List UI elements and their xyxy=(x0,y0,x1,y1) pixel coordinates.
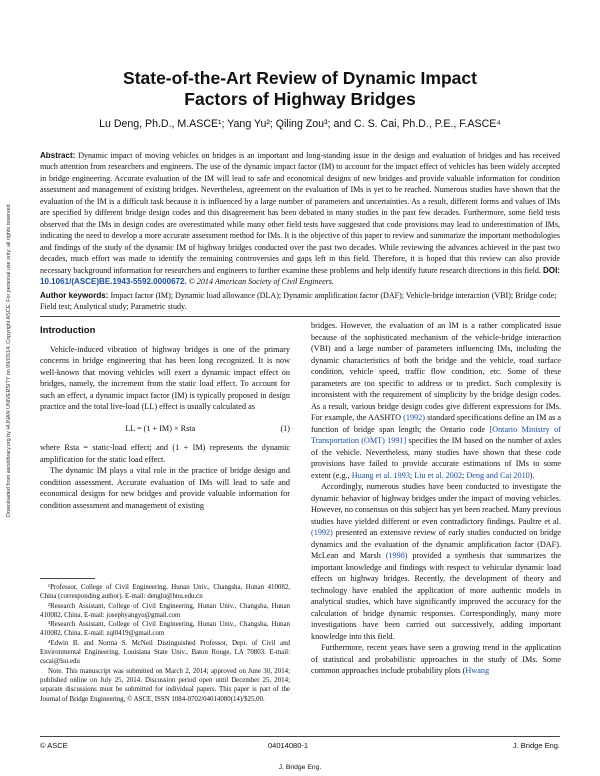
ref-link-liu[interactable]: Liu et al. 2002 xyxy=(414,470,462,480)
ref-link-omt[interactable]: [Ontario Ministry of Transportation (OMT) 1991] xyxy=(311,424,561,445)
equation-number: (1) xyxy=(280,423,290,433)
right-p2-text: Accordingly, numerous studies have been conducted to investigate the dynamic behavior of highway bridges under the impact of moving vehicles. However, no consensus on this subject has yet been reached. Many previous studies have yielded different or even contradictory findings. Paultre et al. xyxy=(311,482,562,526)
right-p1-text: bridges. However, the evaluation of an IM is a rather complicated issue because of the sophisticated mechanism of the vehicle-bridge interaction (VBI) and a large number of parameters influencing IMs, including the dynamic characteristics of both the bridge and the vehicle, road surface condition, vehicle speed, traffic flow condition, etc. Some of these parameters are too specific to address or to predict. Such complexity is inconsistent with the requirement of simplicity by the bridge design codes. As a result, various bridge design codes give different expressions for IMs. For example, the AASHTO xyxy=(311,321,561,422)
right-paragraph-3 xyxy=(311,642,561,677)
abstract-text: Dynamic impact of moving vehicles on bridges is an important and long-standing issue in the design and evaluation of bridges and has received much attention from researchers and engineers. The use of the dynamic impact factor (IM) to account for the impact effect of vehicles has been widely accepted in bridge engineering. Accurate evaluation of the IM will lead to safe and economical designs of new bridges and provide valuable information for condition assessment and management of existing bridges. Nevertheless, agreement on the evaluation of IMs is yet to be reached. Numerous studies have shown that the evaluation of the IM is a difficult task because it is influenced by a large number of parameters and uncertainties. As a result, different forms and values of IMs are specified by different bridge design codes and this disagreement has been debated in many studies in the past few decades. Furthermore, some field tests observed that the IMs in design codes are overestimated while many other field tests have suggested that code provisions may lead to underestimation of IMs, indicating the need to develop a more accurate assessment method for IMs. It is the objective of this paper to review and summarize the important methodologies and findings of the study of the dynamic IM of highway bridges conducted over the past two decades. While reviewing the advances achieved in the past two decades, much effort was made to identify the remaining controversies and gaps left in this field. Therefore, it is hoped that this review can also provide necessary background information for researchers and engineers to further examine these problems and help identify future research directions in this field. xyxy=(40,151,561,275)
footnote-separator xyxy=(40,578,95,579)
title-line-1: State-of-the-Art Review of Dynamic Impact xyxy=(123,68,477,88)
footnote-1: ¹Professor, College of Civil Engineering, Hunan Univ., Changsha, Hunan 410082, China (corresponding author). E-mail: denglu@hnu.edu.cn xyxy=(40,584,290,601)
footnotes xyxy=(40,578,290,704)
ref-link-mclean[interactable]: (1998) xyxy=(385,551,408,560)
right-p3-text: Furthermore, recent years have seen a growing trend in the application of statistical and probabilistic approaches in the study of IMs. Some common approaches include probability plots ( xyxy=(311,643,561,675)
ref-link-huang[interactable]: Huang et al. 1993 xyxy=(351,470,410,480)
right-p2b-text: presented an extensive review of early studies conducted on bridge dynamics and the evaluation of the dynamic amplification factor (DAF). McLean and Marsh xyxy=(311,528,561,560)
download-notice-text: Downloaded from ascelibrary.org by HUNAN UNIVERSITY on 09/03/14. Copyright ASCE. For personal use only; all rights reserved. xyxy=(6,202,12,518)
right-p2c-text: provided a synthesis that summarizes the important knowledge and findings with respect to vehicular dynamic load effects on highway bridges. Recently, the development of theory and technology have enabled the application of more authentic models in analytical studies, which have significantly improved the accuracy for the calculation of bridge dynamic responses. Correspondingly, many more investigations have been carried out successively, adding important knowledge into this field. xyxy=(311,551,561,641)
right-paragraph-2 xyxy=(311,481,561,642)
footnote-2: ²Research Assistant, College of Civil Engineering, Hunan Univ., Changsha, Hunan 410082, China. E-mail: josephyangyu@gmail.com xyxy=(40,602,290,619)
keywords-text: Impact factor (IM); Dynamic load allowance (DLA); Dynamic amplification factor (DAF); Vehicle-bridge interaction (VBI); Bridge code; Field test; Analytical study; Parametric study. xyxy=(40,291,557,312)
intro-paragraph-3: The dynamic IM plays a vital role in the practice of bridge design and condition assessment. Accurate evaluation of IMs will lead to safe and economical designs for new bridges and provide valuable information for condition assessment and management of existing xyxy=(40,466,290,510)
manuscript-note: Note. This manuscript was submitted on March 2, 2014; approved on June 30, 2014; published online on July 25, 2014. Discussion period open until December 25, 2014; separate discussions must be submitted for individual papers. This paper is part of the Journal of Bridge Engineering, © ASCE, ISSN 1084-0702/04014080(14)/$25.00. xyxy=(40,667,290,703)
journal-running-foot: J. Bridge Eng. xyxy=(278,764,322,771)
ref-link-deng[interactable]: Deng and Cai 2010 xyxy=(466,470,530,480)
section-heading-introduction: Introduction xyxy=(40,325,96,336)
section-divider xyxy=(40,316,560,317)
download-watermark xyxy=(4,80,14,640)
abstract-copyright: © 2014 American Society of Civil Engineers. xyxy=(188,276,334,286)
footnote-4: ⁴Edwin B. and Norma S. McNeil Distinguished Professor, Dept. of Civil and Environmental Engineering, Louisiana State Univ., Baton Rouge, LA 70803. E-mail: cscai@lsu.edu xyxy=(40,639,290,666)
intro-paragraph-1: Vehicle-induced vibration of highway bridges is one of the primary concerns in bridge engineering that has been long recognized. It is now well-known that moving vehicles will exert a dynamic impact effect on bridges, namely, the increment from the static load effect. To account for such an effect, a dynamic impact factor (IM) is typically proposed in design practice and the total live-load (LL) effect is usually calculated as xyxy=(40,344,290,411)
right-paragraph-1: bridges. However, the evaluation of an IM is a rather complicated issue because of the sophisticated mechanism of the vehicle-bridge interaction (VBI) and a large number of parameters influencing IMs, including the dynamic characteristics of both the bridge and the vehicle, road surface condition, vehicle speed, traffic flow condition, etc. Some of these parameters are too specific to address or to predict. Such complexity is inconsistent with the requirement of simplicity by the bridge design codes. As a result, various bridge design codes give different expressions for IMs. For example, the AASHTO (1992) standard specifications define an IM as a function of bridge span length; the Ontario code [Ontario Ministry of Transportation (OMT) 1991] specifies the IM based on the number of axles of the vehicle. Nevertheless, many studies have shown that these code provisions have failed to provide accurate estimations of IMs to some extent (e.g., Huang et al. 1993; Liu et al. 2002; Deng and Cai 2010). xyxy=(311,321,562,480)
footer-copyright: © ASCE xyxy=(40,741,68,750)
title-line-2: Factors of Highway Bridges xyxy=(184,89,416,109)
ref-link-paultre[interactable]: (1992) xyxy=(311,528,333,537)
author-list: Lu Deng, Ph.D., M.ASCE¹; Yang Yu²; Qiling Zou³; and C. S. Cai, Ph.D., P.E., F.ASCE⁴ xyxy=(99,118,501,130)
paper-title xyxy=(60,68,540,110)
footnote-3: ³Research Assistant, College of Civil Engineering, Hunan Univ., Changsha, Hunan 410082, China. E-mail: zql0419@gmail.com xyxy=(40,621,290,638)
left-column xyxy=(40,325,290,511)
footer-journal: J. Bridge Eng. xyxy=(512,741,560,750)
right-p1c-text: specifies the IM based on the number of axles of the vehicle. Nevertheless, many studies have shown that these code provisions have failed to provide accurate estimations of IMs to some extent (e.g., xyxy=(311,436,562,480)
footer-rule xyxy=(40,736,560,737)
equation-1 xyxy=(40,423,290,435)
keywords-label: Author keywords: xyxy=(40,291,109,300)
abstract xyxy=(40,150,560,287)
doi-label: DOI: xyxy=(543,265,560,275)
author-keywords xyxy=(40,290,560,313)
intro-paragraph-2: where Rsta = static-load effect; and (1 + IM) represents the dynamic amplification for the static load effect. xyxy=(40,443,290,464)
footer-page-id: 04014080-1 xyxy=(268,741,309,750)
right-p1b-text: standard specifications define an IM as a function of bridge span length; the Ontario code xyxy=(311,413,562,434)
right-column xyxy=(311,320,561,677)
abstract-label: Abstract: xyxy=(40,151,76,160)
doi-link[interactable]: 10.1061/(ASCE)BE.1943-5592.0000672. xyxy=(40,276,187,286)
ref-link-aashto[interactable]: (1992) xyxy=(403,413,425,422)
equation-expression: LL = (1 + IM) × Rsta xyxy=(125,423,196,433)
ref-link-hwang[interactable]: Hwang xyxy=(465,666,490,675)
